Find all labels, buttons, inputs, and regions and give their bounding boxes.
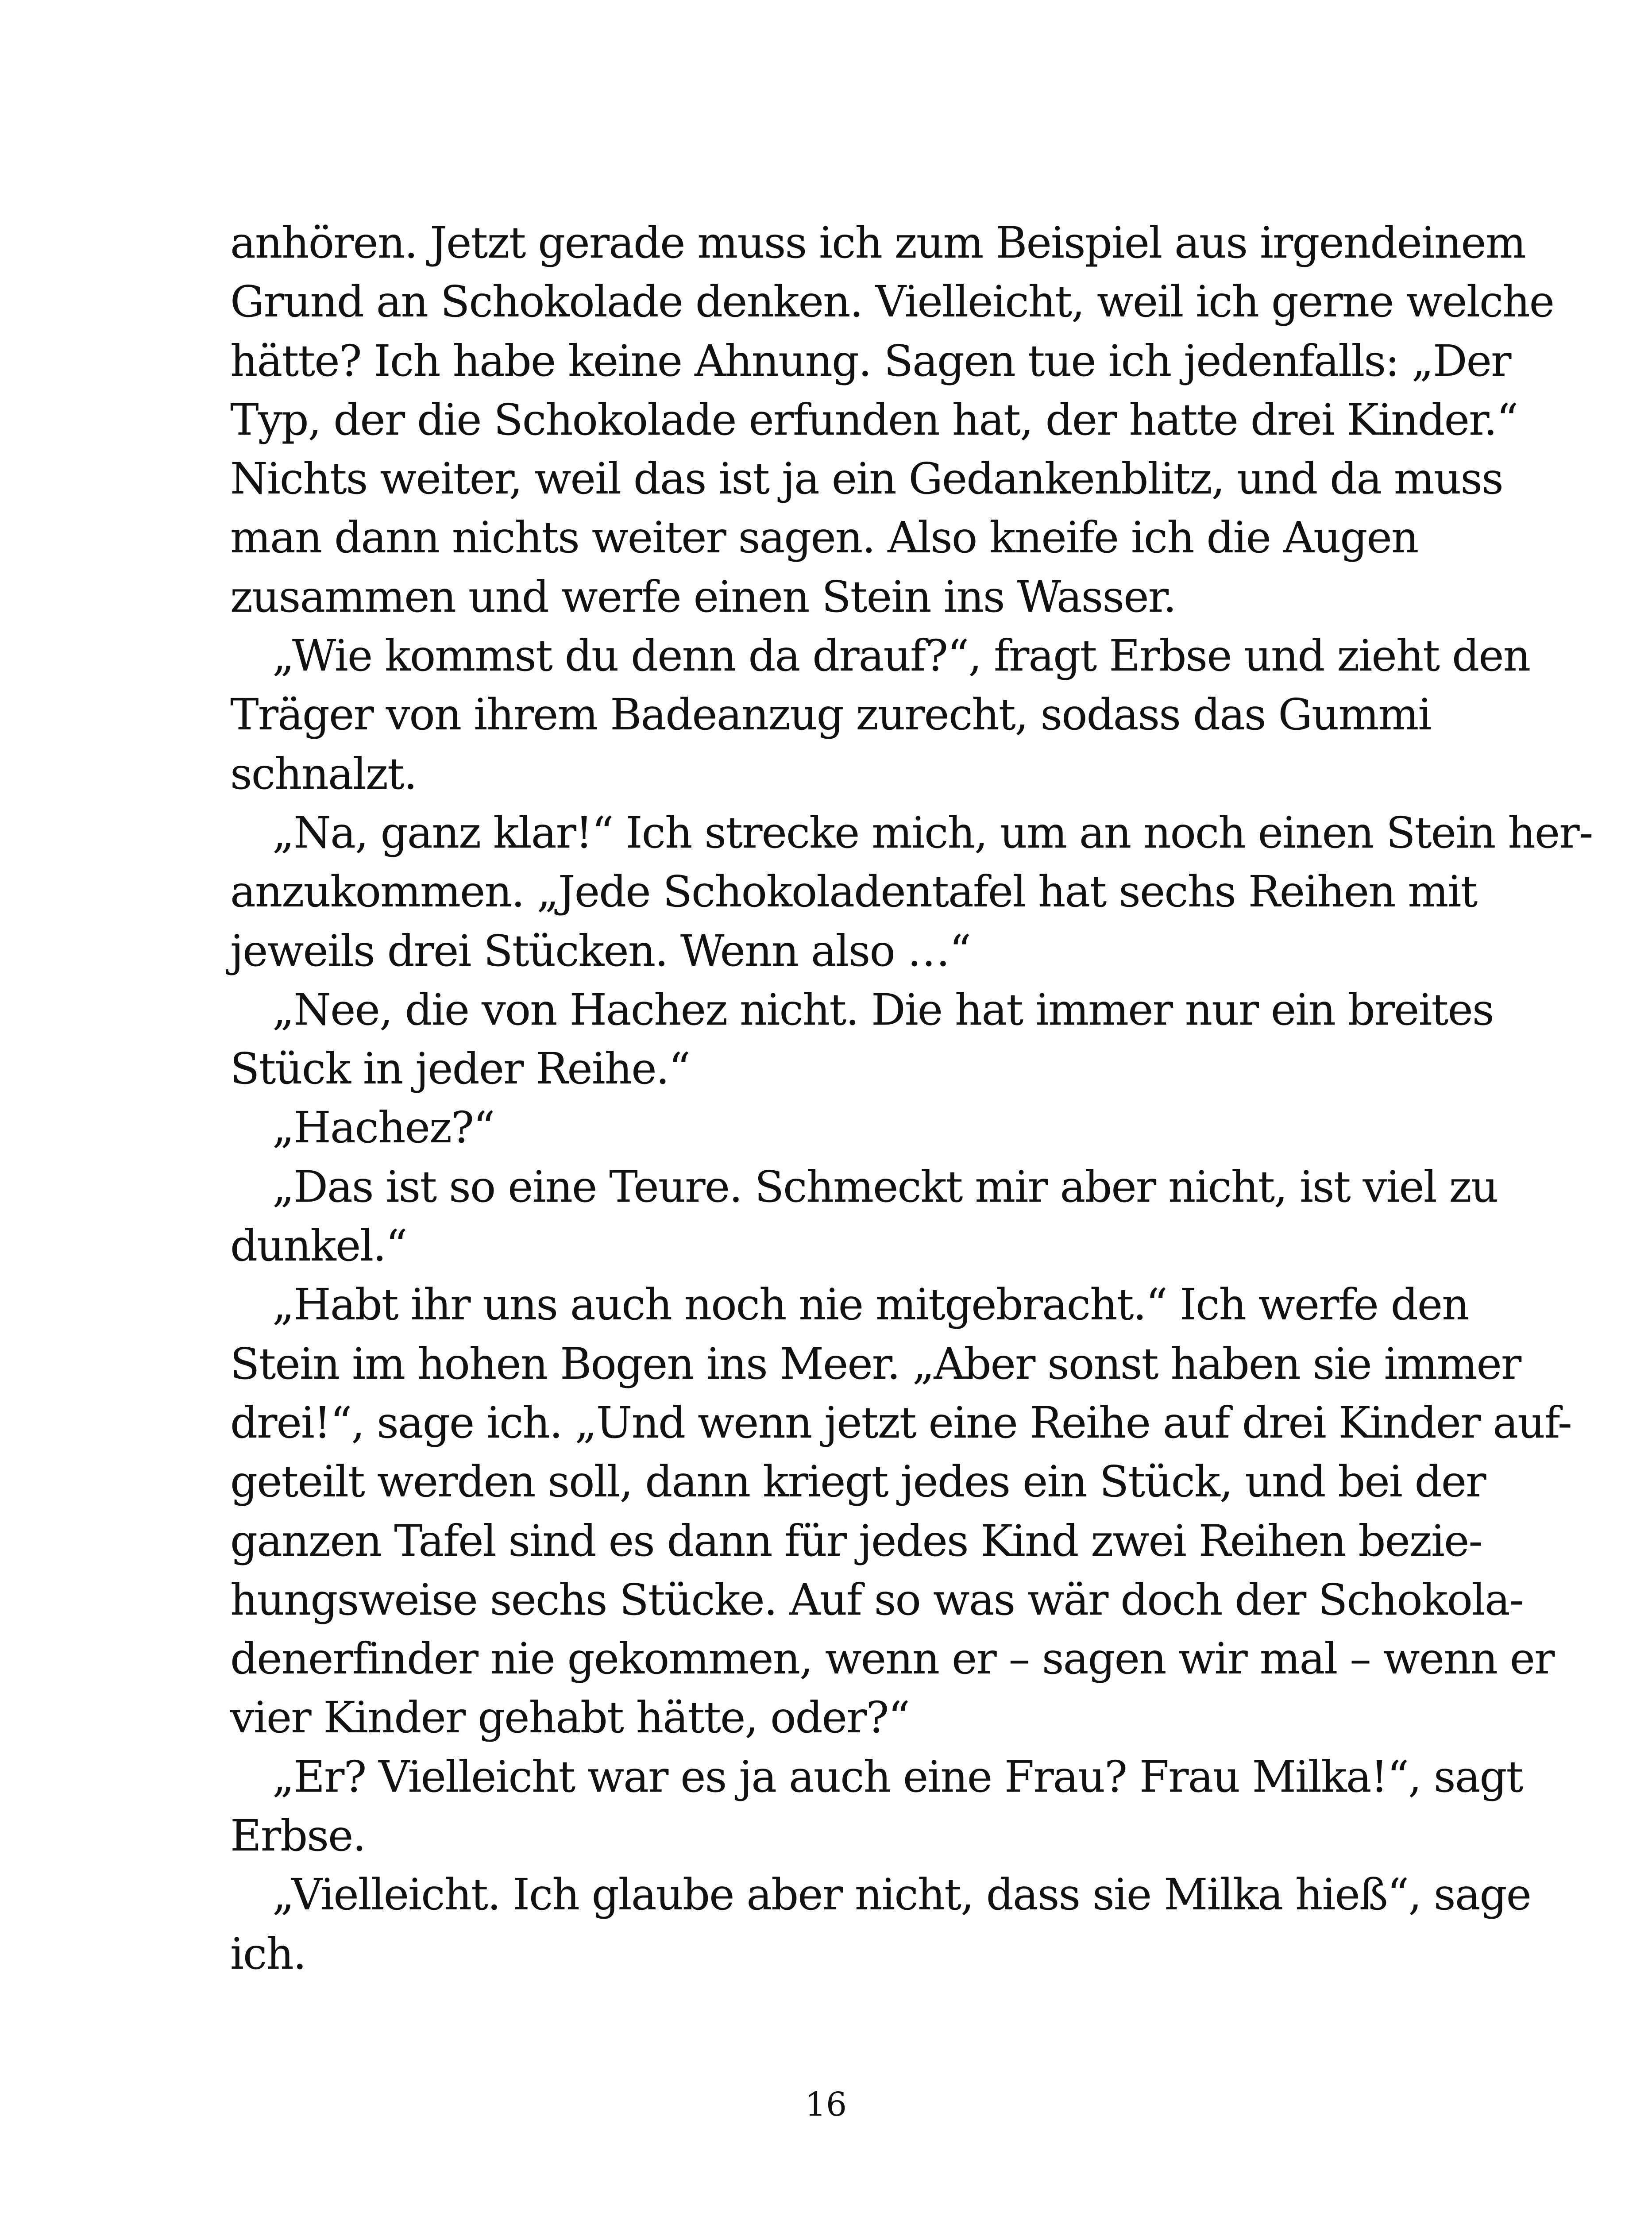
text-line: „Vielleicht. Ich glaube aber nicht, dass sie Milka hieß“, sage bbox=[272, 1870, 1531, 1920]
text-line: Träger von ihrem Badeanzug zurecht, sodass das Gummi bbox=[230, 690, 1431, 740]
text-line: zusammen und werfe einen Stein ins Wasser. bbox=[230, 571, 1176, 622]
body-text bbox=[230, 213, 1593, 1983]
text-line: Nichts weiter, weil das ist ja ein Gedankenblitz, und da muss bbox=[230, 454, 1503, 504]
page-number: 16 bbox=[805, 2086, 847, 2124]
text-line: dunkel.“ bbox=[230, 1221, 407, 1271]
text-line: ganzen Tafel sind es dann für jedes Kind zwei Reihen bezie- bbox=[230, 1515, 1482, 1566]
text-line: hungsweise sechs Stücke. Auf so was wär doch der Schokola- bbox=[230, 1574, 1523, 1625]
text-line: „Nee, die von Hachez nicht. Die hat immer nur ein breites bbox=[272, 984, 1494, 1035]
text-line: „Na, ganz klar!“ Ich strecke mich, um an noch einen Stein her- bbox=[272, 807, 1593, 858]
text-line: anzukommen. „Jede Schokoladentafel hat sechs Reihen mit bbox=[230, 867, 1477, 917]
text-line: anhören. Jetzt gerade muss ich zum Beispiel aus irgendeinem bbox=[230, 218, 1525, 268]
text-line: „Er? Vielleicht war es ja auch eine Frau? Frau Milka!“, sagt bbox=[272, 1751, 1523, 1802]
text-line: schnalzt. bbox=[230, 748, 417, 799]
text-line: drei!“, sage ich. „Und wenn jetzt eine Reihe auf drei Kinder auf- bbox=[230, 1397, 1571, 1448]
text-line: vier Kinder gehabt hätte, oder?“ bbox=[230, 1693, 909, 1743]
text-line: jeweils drei Stücken. Wenn also …“ bbox=[230, 925, 971, 976]
text-line: „Habt ihr uns auch noch nie mitgebracht.“ Ich werfe den bbox=[272, 1280, 1469, 1330]
text-line: Typ, der die Schokolade erfunden hat, der hatte drei Kinder.“ bbox=[230, 394, 1518, 445]
text-line: Stein im hohen Bogen ins Meer. „Aber sonst haben sie immer bbox=[230, 1338, 1521, 1389]
text-line: „Hachez?“ bbox=[272, 1103, 494, 1153]
text-line: „Wie kommst du denn da drauf?“, fragt Erbse und zieht den bbox=[272, 631, 1530, 681]
text-line: hätte? Ich habe keine Ahnung. Sagen tue ich jedenfalls: „Der bbox=[230, 335, 1511, 386]
text-line: denerfinder nie gekommen, wenn er – sagen wir mal – wenn er bbox=[230, 1634, 1554, 1684]
text-line: geteilt werden soll, dann kriegt jedes ein Stück, und bei der bbox=[230, 1457, 1486, 1507]
text-line: „Das ist so eine Teure. Schmeckt mir aber nicht, ist viel zu bbox=[272, 1161, 1498, 1212]
text-line: Grund an Schokolade denken. Vielleicht, weil ich gerne welche bbox=[230, 277, 1554, 327]
text-line: Stück in jeder Reihe.“ bbox=[230, 1044, 690, 1094]
text-line: man dann nichts weiter sagen. Also kneife ich die Augen bbox=[230, 513, 1418, 563]
text-line: Erbse. bbox=[230, 1811, 366, 1861]
text-line: ich. bbox=[230, 1928, 306, 1979]
